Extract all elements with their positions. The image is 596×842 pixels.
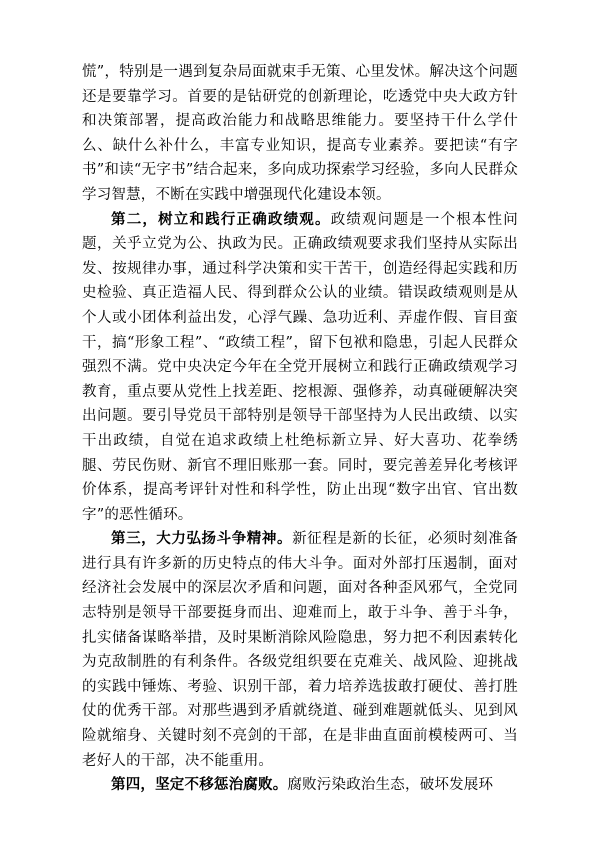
paragraph-2 (82, 208, 518, 528)
paragraph-1 (82, 60, 518, 208)
document-body (82, 60, 518, 798)
paragraph-2-lead: 第二，树立和践行正确政绩观。 (111, 210, 331, 228)
paragraph-4 (82, 773, 518, 798)
paragraph-3 (82, 527, 518, 773)
paragraph-1-text: 慌”，特别是一遇到复杂局面就束手无策、心里发怵。解决这个问题还是要靠学习。首要的是钻研党的创新理论，吃透党中央大政方针和决策部署，提高政治能力和战略思维能力。要坚持干什么学什么、缺什么补什么，丰富专业知识，提高专业素养。要把读“有字书”和读“无字书”结合起来，多向成功探索学习经验，多向人民群众学习智慧，不断在实践中增强现代化建设本领。 (82, 64, 518, 203)
paragraph-2-text: 政绩观问题是一个根本性问题，关乎立党为公、执政为民。正确政绩观要求我们坚持从实际出发、按规律办事，通过科学决策和实干苦干，创造经得起实践和历史检验、真正造福人民、得到群众公认的业绩。错误政绩观则是从个人或小团体利益出发，心浮气躁、急功近利、弄虚作假、盲目蛮干，搞“形象工程”、“政绩工程”，留下包袱和隐患，引起人民群众强烈不满。党中央决定今年在全党开展树立和践行正确政绩观学习教育，重点要从党性上找差距、挖根源、强修养，动真碰硬解决突出问题。要引导党员干部特别是领导干部坚持为人民出政绩、以实干出政绩，自觉在追求政绩上杜绝标新立异、好大喜功、花拳绣腿、劳民伤财、新官不理旧账那一套。同时，要完善差异化考核评价体系，提高考评针对性和科学性，防止出现“数字出官、官出数字”的恶性循环。 (82, 211, 518, 523)
paragraph-3-lead: 第三，大力弘扬斗争精神。 (111, 530, 293, 548)
paragraph-4-lead: 第四，坚定不移惩治腐败。 (111, 776, 288, 794)
paragraph-3-text: 新征程是新的长征，必须时刻准备进行具有许多新的历史特点的伟大斗争。面对外部打压遏制，面对经济社会发展中的深层次矛盾和问题，面对各种歪风邪气，全党同志特别是领导干部要挺身而出、迎难而上，敢于斗争、善于斗争，扎实储备谋略举措，及时果断消除风险隐患，努力把不利因素转化为克敌制胜的有利条件。各级党组织要在克难关、战风险、迎挑战的实践中锤炼、考验、识别干部，着力培养选拔敢打硬仗、善打胜仗的优秀干部。对那些遇到矛盾就绕道、碰到难题就低头、见到风险就缩身、关键时刻不亮剑的干部，在是非曲直面前模棱两可、当老好人的干部，决不能重用。 (82, 531, 518, 769)
paragraph-4-text: 腐败污染政治生态，破坏发展环 (287, 777, 494, 794)
